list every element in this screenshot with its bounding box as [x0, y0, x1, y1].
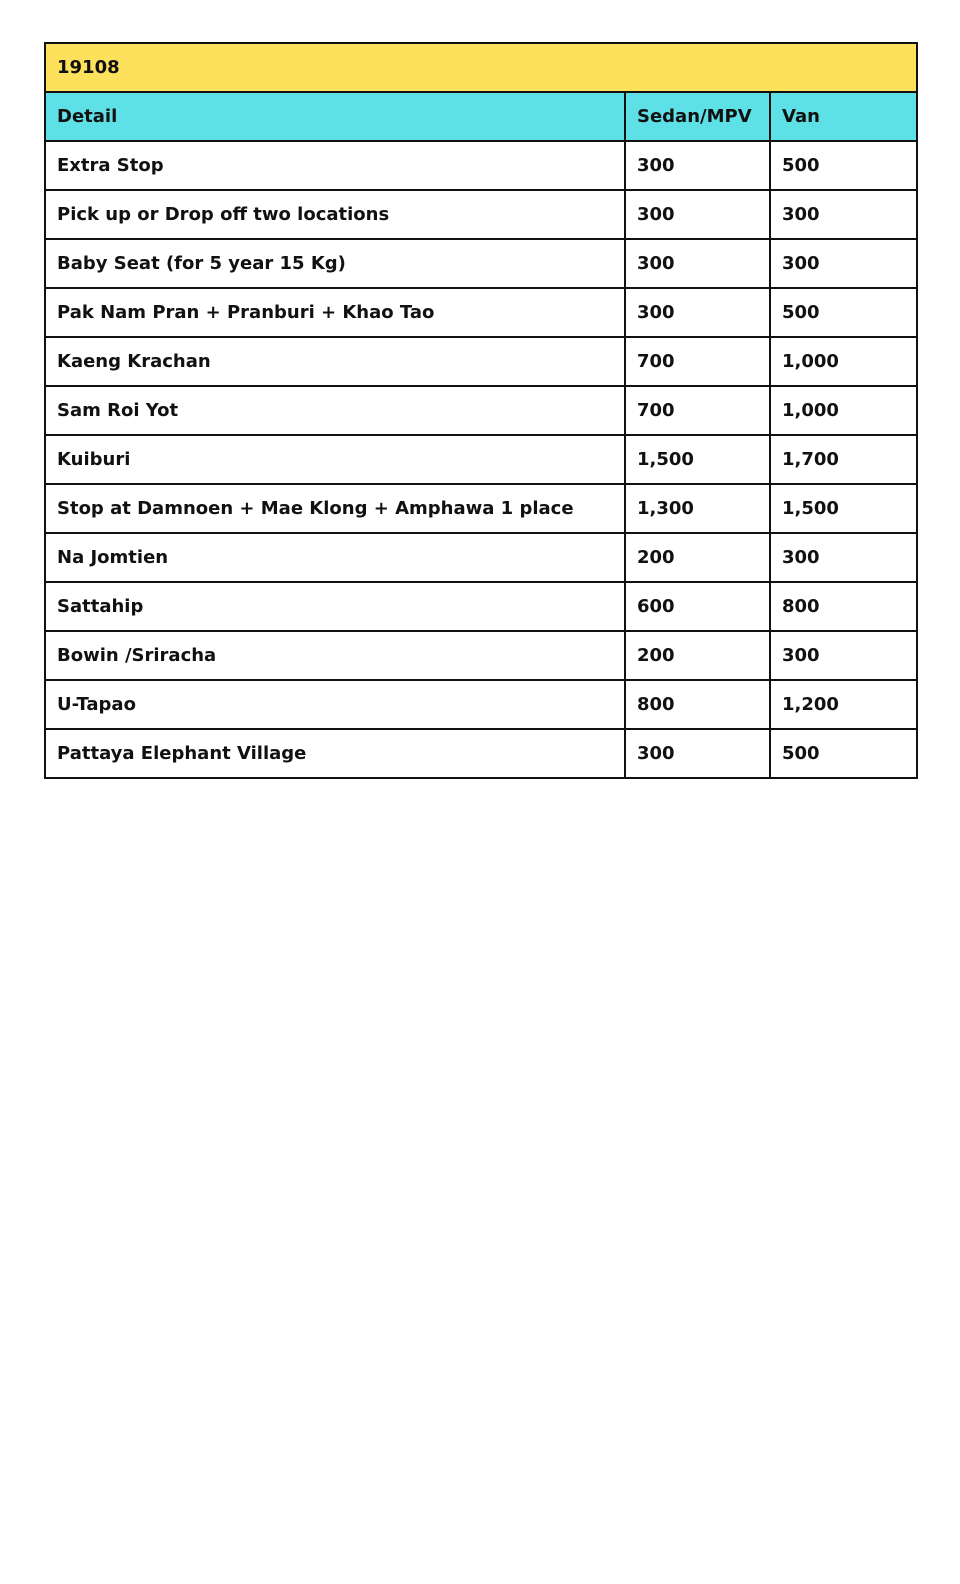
- table-row: [45, 680, 917, 729]
- cell-van: 1,000: [770, 386, 917, 435]
- cell-detail: Pick up or Drop off two locations: [45, 190, 625, 239]
- cell-detail: Baby Seat (for 5 year 15 Kg): [45, 239, 625, 288]
- table-row: [45, 484, 917, 533]
- cell-detail: U-Tapao: [45, 680, 625, 729]
- cell-detail: Kuiburi: [45, 435, 625, 484]
- cell-sedan-mpv: 300: [625, 141, 770, 190]
- table-row: [45, 435, 917, 484]
- table-row: [45, 533, 917, 582]
- cell-sedan-mpv: 600: [625, 582, 770, 631]
- header-sedan-mpv: Sedan/MPV: [625, 92, 770, 141]
- cell-van: 1,500: [770, 484, 917, 533]
- cell-sedan-mpv: 700: [625, 337, 770, 386]
- cell-detail: Sattahip: [45, 582, 625, 631]
- table-header-row: [45, 92, 917, 141]
- cell-sedan-mpv: 300: [625, 239, 770, 288]
- cell-van: 500: [770, 729, 917, 778]
- cell-van: 300: [770, 533, 917, 582]
- cell-van: 300: [770, 190, 917, 239]
- cell-van: 300: [770, 239, 917, 288]
- table-row: [45, 141, 917, 190]
- cell-sedan-mpv: 1,300: [625, 484, 770, 533]
- table-row: [45, 386, 917, 435]
- cell-sedan-mpv: 700: [625, 386, 770, 435]
- price-table: [44, 42, 918, 779]
- cell-detail: Stop at Damnoen + Mae Klong + Amphawa 1 place: [45, 484, 625, 533]
- cell-van: 1,000: [770, 337, 917, 386]
- cell-sedan-mpv: 1,500: [625, 435, 770, 484]
- table-row: [45, 631, 917, 680]
- table-body: [45, 141, 917, 778]
- cell-van: 500: [770, 141, 917, 190]
- cell-detail: Bowin /Sriracha: [45, 631, 625, 680]
- table-row: [45, 190, 917, 239]
- table-row: [45, 239, 917, 288]
- table-row: [45, 582, 917, 631]
- cell-sedan-mpv: 300: [625, 190, 770, 239]
- cell-detail: Sam Roi Yot: [45, 386, 625, 435]
- cell-van: 800: [770, 582, 917, 631]
- cell-van: 1,700: [770, 435, 917, 484]
- table-row: [45, 729, 917, 778]
- cell-van: 300: [770, 631, 917, 680]
- table-row: [45, 288, 917, 337]
- header-van: Van: [770, 92, 917, 141]
- cell-detail: Na Jomtien: [45, 533, 625, 582]
- cell-detail: Extra Stop: [45, 141, 625, 190]
- cell-van: 500: [770, 288, 917, 337]
- table-title: 19108: [45, 43, 917, 92]
- cell-sedan-mpv: 300: [625, 288, 770, 337]
- cell-sedan-mpv: 200: [625, 631, 770, 680]
- cell-van: 1,200: [770, 680, 917, 729]
- table-row: [45, 337, 917, 386]
- cell-sedan-mpv: 300: [625, 729, 770, 778]
- table-title-row: [45, 43, 917, 92]
- cell-detail: Pak Nam Pran + Pranburi + Khao Tao: [45, 288, 625, 337]
- cell-sedan-mpv: 800: [625, 680, 770, 729]
- cell-sedan-mpv: 200: [625, 533, 770, 582]
- cell-detail: Pattaya Elephant Village: [45, 729, 625, 778]
- header-detail: Detail: [45, 92, 625, 141]
- cell-detail: Kaeng Krachan: [45, 337, 625, 386]
